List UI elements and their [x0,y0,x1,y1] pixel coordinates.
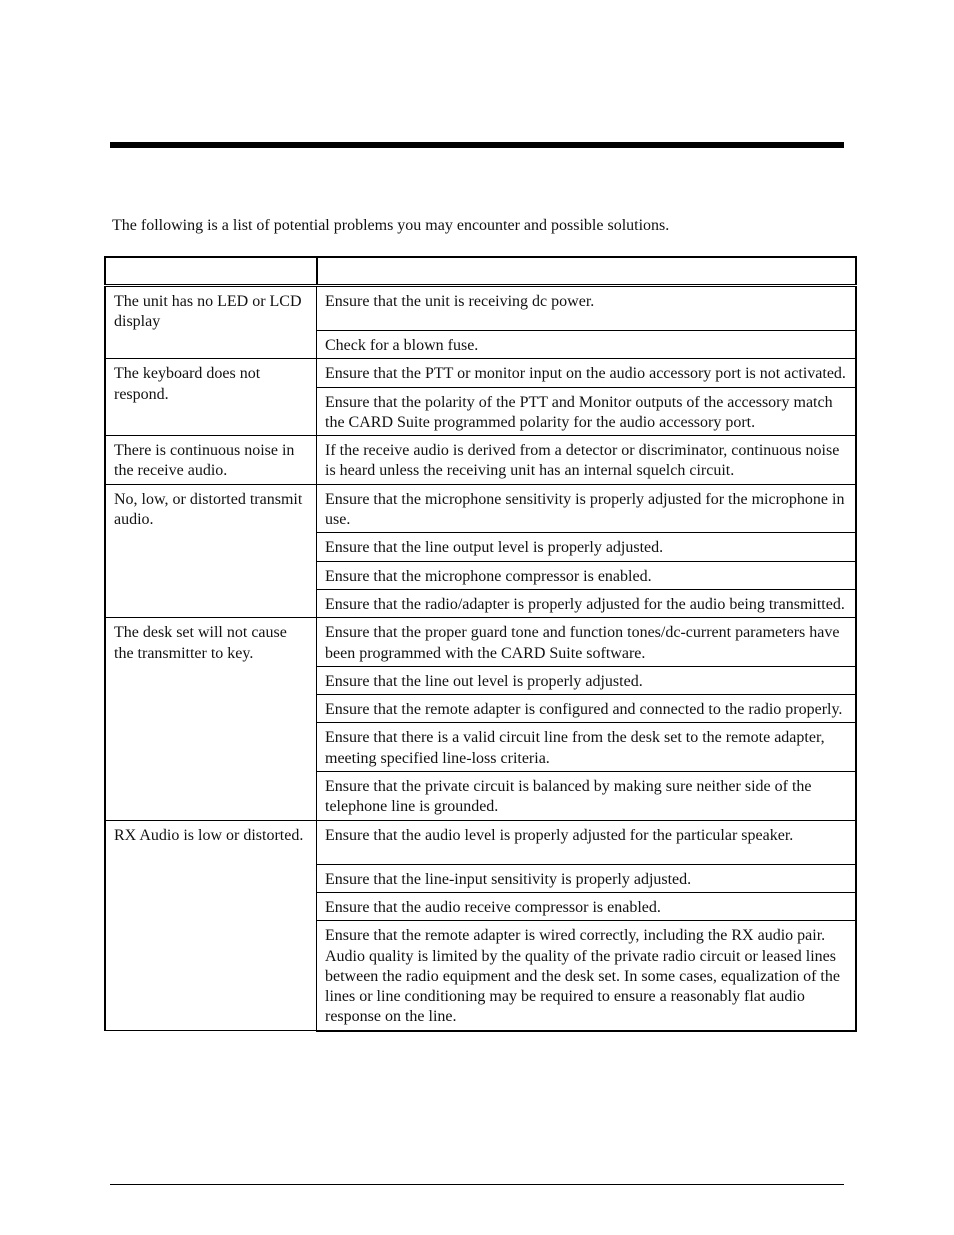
solution-cell: Ensure that the PTT or monitor input on the audio accessory port is not activated. [317,359,857,387]
solution-cell: Ensure that the line out level is properly adjusted. [317,666,857,694]
solution-cell: Ensure that the microphone sensitivity is properly adjusted for the microphone in use. [317,484,857,533]
problem-column-header [105,257,317,286]
solution-cell: Ensure that the line-input sensitivity is properly adjusted. [317,864,857,892]
problem-cell: There is continuous noise in the receive audio. [105,436,317,485]
table-row [105,286,856,331]
section-heading-rule [110,142,844,148]
solution-cell: Check for a blown fuse. [317,331,857,359]
solution-cell: Ensure that the polarity of the PTT and Monitor outputs of the accessory match the CARD Suite programmed polarity for the audio accessory port. [317,387,857,436]
table-row [105,820,856,864]
solution-cell: Ensure that the radio/adapter is properly adjusted for the audio being transmitted. [317,589,857,617]
problem-cell: RX Audio is low or distorted. [105,820,317,1031]
solution-cell: Ensure that the remote adapter is configured and connected to the radio properly. [317,695,857,723]
solution-cell: Ensure that the microphone compressor is enabled. [317,561,857,589]
footer-rule [110,1184,844,1185]
problem-cell: The keyboard does not respond. [105,359,317,436]
solution-cell: Ensure that the audio level is properly adjusted for the particular speaker. [317,820,857,864]
table-row [105,618,856,667]
table-row [105,484,856,533]
problem-cell: The unit has no LED or LCD display [105,286,317,359]
solution-cell: Ensure that the remote adapter is wired correctly, including the RX audio pair. Audio quality is limited by the quality of the private radio circuit or leased lines between the radio equipment and the desk set. In some cases, equalization of the lines or line conditioning may be required to ensure a reasonably flat audio response on the line. [317,921,857,1031]
table-header-row [105,257,856,286]
solution-column-header [317,257,857,286]
problem-cell: The desk set will not cause the transmitter to key. [105,618,317,820]
table-row [105,436,856,485]
intro-paragraph: The following is a list of potential problems you may encounter and possible solutions. [112,217,670,234]
solution-cell: Ensure that the audio receive compressor is enabled. [317,892,857,920]
solution-cell: Ensure that the proper guard tone and function tones/dc-current parameters have been programmed with the CARD Suite software. [317,618,857,667]
solution-cell: Ensure that there is a valid circuit line from the desk set to the remote adapter, meeting specified line-loss criteria. [317,723,857,772]
solution-cell: Ensure that the unit is receiving dc power. [317,286,857,331]
solution-cell: If the receive audio is derived from a detector or discriminator, continuous noise is heard unless the receiving unit has an internal squelch circuit. [317,436,857,485]
solution-cell: Ensure that the line output level is properly adjusted. [317,533,857,561]
table-row [105,359,856,387]
troubleshooting-table [104,256,857,1032]
solution-cell: Ensure that the private circuit is balanced by making sure neither side of the telephone line is grounded. [317,772,857,821]
problem-cell: No, low, or distorted transmit audio. [105,484,317,617]
